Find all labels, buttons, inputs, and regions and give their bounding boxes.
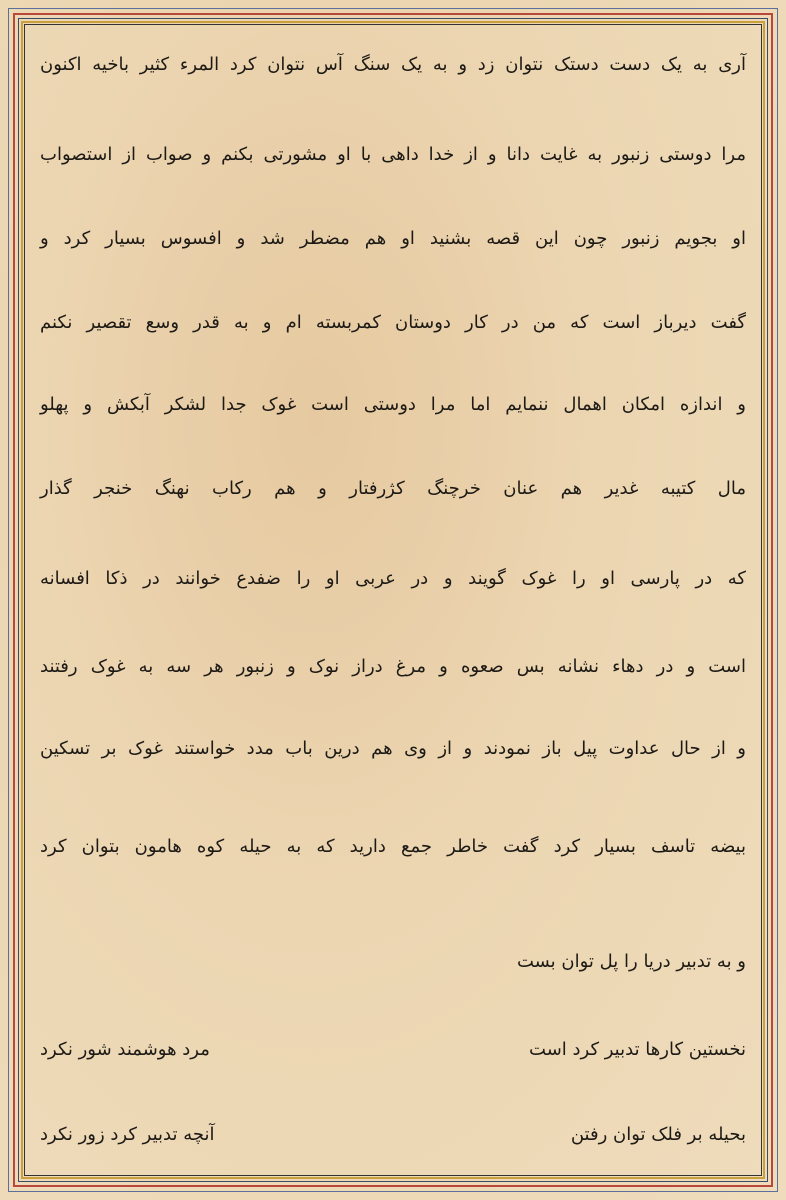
text-line: و اندازه امکان اهمال ننمایم اما مرا دوستی است غوک جدا لشکر آبکش و پهلو: [40, 394, 746, 415]
text-line: او بجویم زنبور چون این قصه بشنید او هم مضطر شد و افسوس بسیار کرد و: [40, 228, 746, 249]
text-line: آری به یک دست دستک نتوان زد و به یک سنگ آس نتوان کرد المرء کثیر باخیه اکنون: [40, 54, 746, 75]
text-line: گفت دیرباز است که من در کار دوستان کمربسته ام و به قدر وسع تقصیر نکنم: [40, 312, 746, 333]
text-line: مرا دوستی زنبور به غایت دانا و از خدا داهی با او مشورتی بکنم و صواب از استصواب: [40, 144, 746, 165]
text-line: و به تدبیر دریا را پل توان بست: [516, 951, 746, 972]
verse-hemistich-second: آنچه تدبیر کرد زور نکرد: [40, 1124, 215, 1145]
text-line: است و در دهاء نشانه بس صعوه و مرغ دراز نوک و زنبور هر سه به غوک رفتند: [40, 656, 746, 677]
verse-hemistich-first: نخستین کارها تدبیر کرد است: [529, 1039, 746, 1060]
verse-couplet: [40, 1037, 746, 1062]
verse-hemistich-second: مرد هوشمند شور نکرد: [40, 1039, 210, 1060]
text-line: که در پارسی او را غوک گویند و در عربی او را ضفدع خوانند در ذکا افسانه: [40, 568, 746, 589]
text-line: بیضه تاسف بسیار کرد گفت خاطر جمع دارید که به حیله کوه هامون بتوان کرد: [40, 836, 746, 857]
verse-hemistich-first: بحیله بر فلک توان رفتن: [570, 1124, 746, 1145]
verse-couplet: [40, 1122, 746, 1147]
manuscript-text-block: [40, 30, 746, 1170]
text-line: و از حال عداوت پیل باز نمودند و از وی هم درین باب مدد خواستند غوک بر تسکین: [40, 738, 746, 759]
text-line: مال کتیبه غدیر هم عنان خرچنگ کژرفتار و هم رکاب نهنگ خنجر گذار: [40, 478, 746, 499]
